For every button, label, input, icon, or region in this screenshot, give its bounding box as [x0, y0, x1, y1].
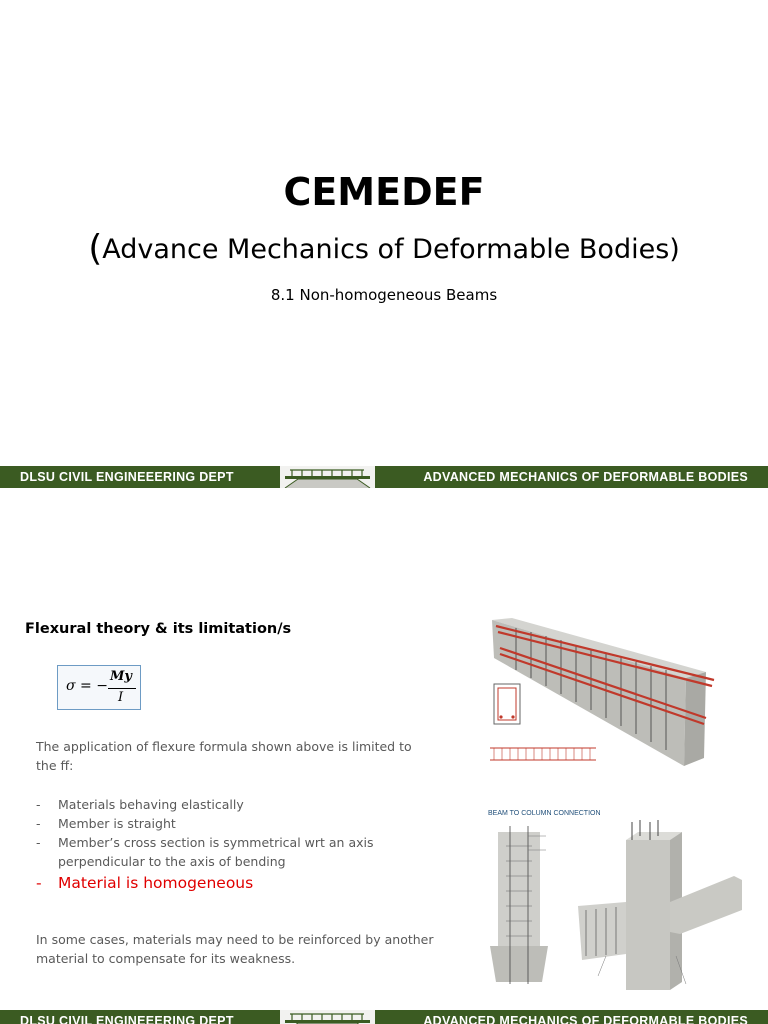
- fraction-bar: [108, 688, 136, 689]
- reinforcement-paragraph: In some cases, materials may need to be reinforced by another material to compensate for its weakness.: [36, 932, 434, 966]
- course-code-title: CEMEDEF: [283, 170, 485, 214]
- slide-footer: [0, 1010, 768, 1024]
- footer-dept-label: DLSU CIVIL ENGINEEERING DEPT: [20, 470, 234, 484]
- footer-dept-label: DLSU CIVIL ENGINEEERING DEPT: [20, 1014, 234, 1024]
- title-slide: [0, 0, 768, 490]
- beam-column-connection-illustration: [486, 806, 748, 1002]
- footer-course-label: ADVANCED MECHANICS OF DEFORMABLE BODIES: [423, 1014, 748, 1024]
- list-item: - Member is straight: [36, 816, 176, 831]
- bridge-logo-icon: [280, 1010, 375, 1024]
- formula-lhs: σ = −: [66, 678, 108, 694]
- formula-denominator: I: [118, 690, 124, 705]
- subtitle-text: Advance Mechanics of Deformable Bodies): [102, 234, 680, 265]
- reinforced-beam-illustration: [486, 618, 720, 774]
- slide-footer: [0, 466, 768, 488]
- figure-caption: BEAM TO COLUMN CONNECTION: [488, 810, 601, 817]
- course-subtitle: [0, 228, 768, 269]
- footer-course-label: ADVANCED MECHANICS OF DEFORMABLE BODIES: [423, 470, 748, 484]
- highlighted-list-item: - Material is homogeneous: [36, 874, 254, 892]
- list-item: - Materials behaving elastically: [36, 797, 244, 812]
- intro-paragraph: The application of flexure formula shown above is limited to the ff:: [36, 739, 412, 773]
- list-item: - Member’s cross section is symmetrical wrt an axis perpendicular to the axis of bending: [36, 835, 374, 869]
- flexure-formula-box: [57, 665, 141, 710]
- section-title: 8.1 Non-homogeneous Beams: [270, 286, 498, 304]
- slide-heading: Flexural theory & its limitation/s: [25, 621, 292, 637]
- limitations-list: [36, 795, 436, 895]
- formula-numerator: My: [110, 669, 132, 684]
- content-slide: [0, 490, 768, 1024]
- bridge-logo-icon: [280, 466, 375, 488]
- subtitle-open-paren: (: [88, 228, 103, 269]
